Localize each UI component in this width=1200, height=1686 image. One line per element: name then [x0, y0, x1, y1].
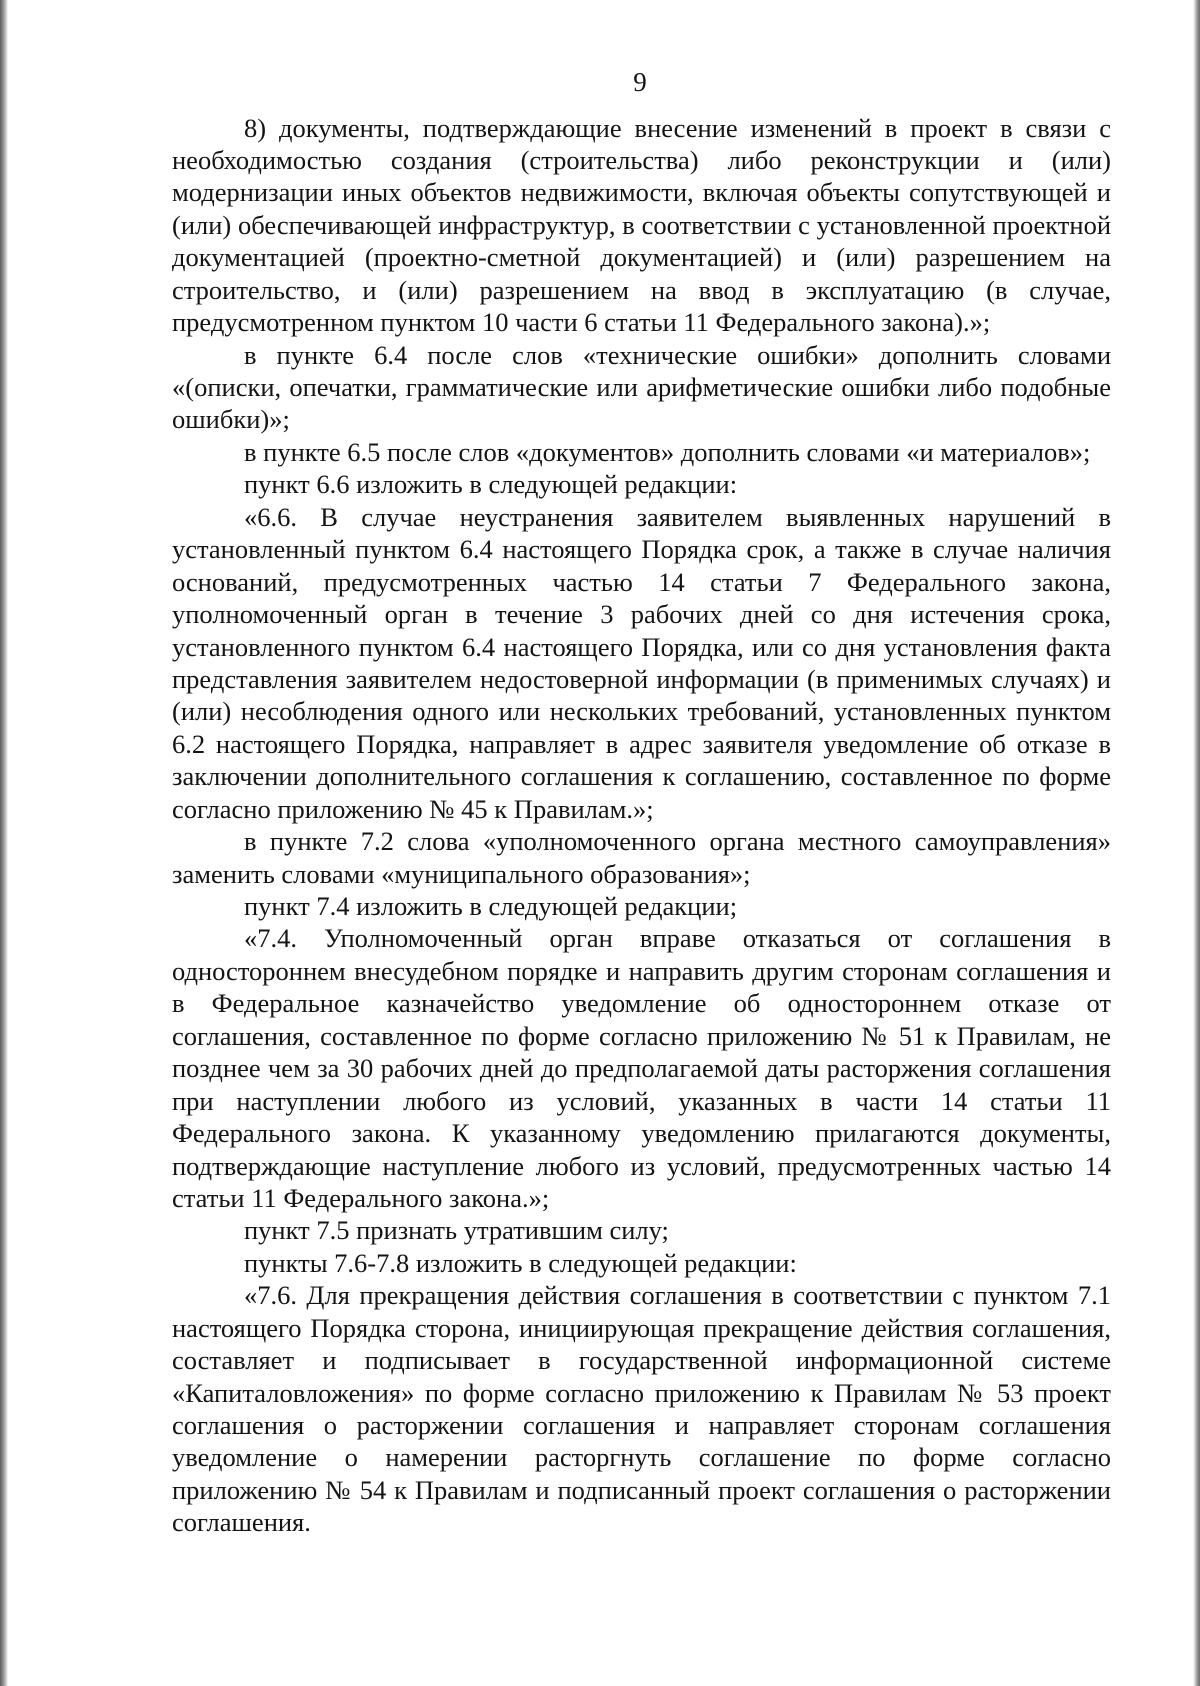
paragraph-intro-6-6: пункт 6.6 изложить в следующей редакции:: [244, 469, 738, 500]
document-body: [172, 112, 1111, 1539]
paragraph-intro-7-6-7-8: пункты 7.6-7.8 изложить в следующей редакции:: [244, 1247, 797, 1278]
paragraph-new-7-4: «7.4. Уполномоченный орган вправе отказаться от соглашения в одностороннем внесудебном порядке и направить другим сторонам соглашения и в Федеральное казначейство уведомление об одностороннем отказе от соглашения, составленное по форме согласно приложению № 51 к Правилам, не позднее чем за 30 рабочих дней до предполагаемой даты расторжения соглашения при наступлении любого из условий, указанных в части 14 статьи 11 Федерального закона. К указанному уведомлению прилагаются документы, подтверждающие наступление любого из условий, предусмотренных частью 14 статьи 11 Федерального закона.»;: [172, 923, 1111, 1213]
paragraph-new-7-6: «7.6. Для прекращения действия соглашения в соответствии с пунктом 7.1 настоящего Порядка сторона, инициирующая прекращение действия соглашения, составляет и подписывает в государственной информационной системе «Капиталовложения» по форме согласно приложению к Правилам № 53 проект соглашения о расторжении соглашения и направляет сторонам соглашения уведомление о намерении расторгнуть соглашение по форме согласно приложению № 54 к Правилам и подписанный проект соглашения о расторжении соглашения.: [172, 1280, 1111, 1538]
scan-edge-right: [1193, 0, 1200, 1686]
scan-edge-left: [0, 0, 8, 1686]
paragraph-amend-6-5: в пункте 6.5 после слов «документов» дополнить словами «и материалов»;: [244, 436, 1091, 467]
paragraph-intro-7-4: пункт 7.4 изложить в следующей редакции;: [244, 891, 738, 921]
paragraph-amend-6-4: в пункте 6.4 после слов «технические ошибки» дополнить словами «(описки, опечатки, грамматические или арифметические ошибки либо подобные ошибки)»;: [172, 339, 1111, 435]
paragraph-item-8-documents: 8) документы, подтверждающие внесение изменений в проект в связи с необходимостью создания (строительства) либо реконструкции и (или) модернизации иных объектов недвижимости, включая объекты сопутствующей и (или) обеспечивающей инфраструктур, в соответствии с установленной проектной документацией (проектно-сметной документацией) и (или) разрешением на строительство, и (или) разрешением на ввод в эксплуатацию (в случае, предусмотренном пунктом 10 части 6 статьи 11 Федерального закона).»;: [172, 112, 1111, 338]
paragraph-amend-7-2: в пункте 7.2 слова «уполномоченного органа местного самоуправления» заменить словами «муниципального образования»;: [172, 826, 1111, 889]
page-number: 9: [633, 67, 647, 97]
paragraph-repeal-7-5: пункт 7.5 признать утратившим силу;: [244, 1215, 669, 1246]
paragraph-new-6-6: «6.6. В случае неустранения заявителем выявленных нарушений в установленный пунктом 6.4 настоящего Порядка срок, а также в случае наличия оснований, предусмотренных частью 14 статьи 7 Федерального закона, уполномоченный орган в течение 3 рабочих дней со дня истечения срока, установленного пунктом 6.4 настоящего Порядка, или со дня установления факта представления заявителем недостоверной информации (в применимых случаях) и (или) несоблюдения одного или нескольких требований, установленных пунктом 6.2 настоящего Порядка, направляет в адрес заявителя уведомление об отказе в заключении дополнительного соглашения к соглашению, составленное по форме согласно приложению № 45 к Правилам.»;: [172, 501, 1111, 824]
